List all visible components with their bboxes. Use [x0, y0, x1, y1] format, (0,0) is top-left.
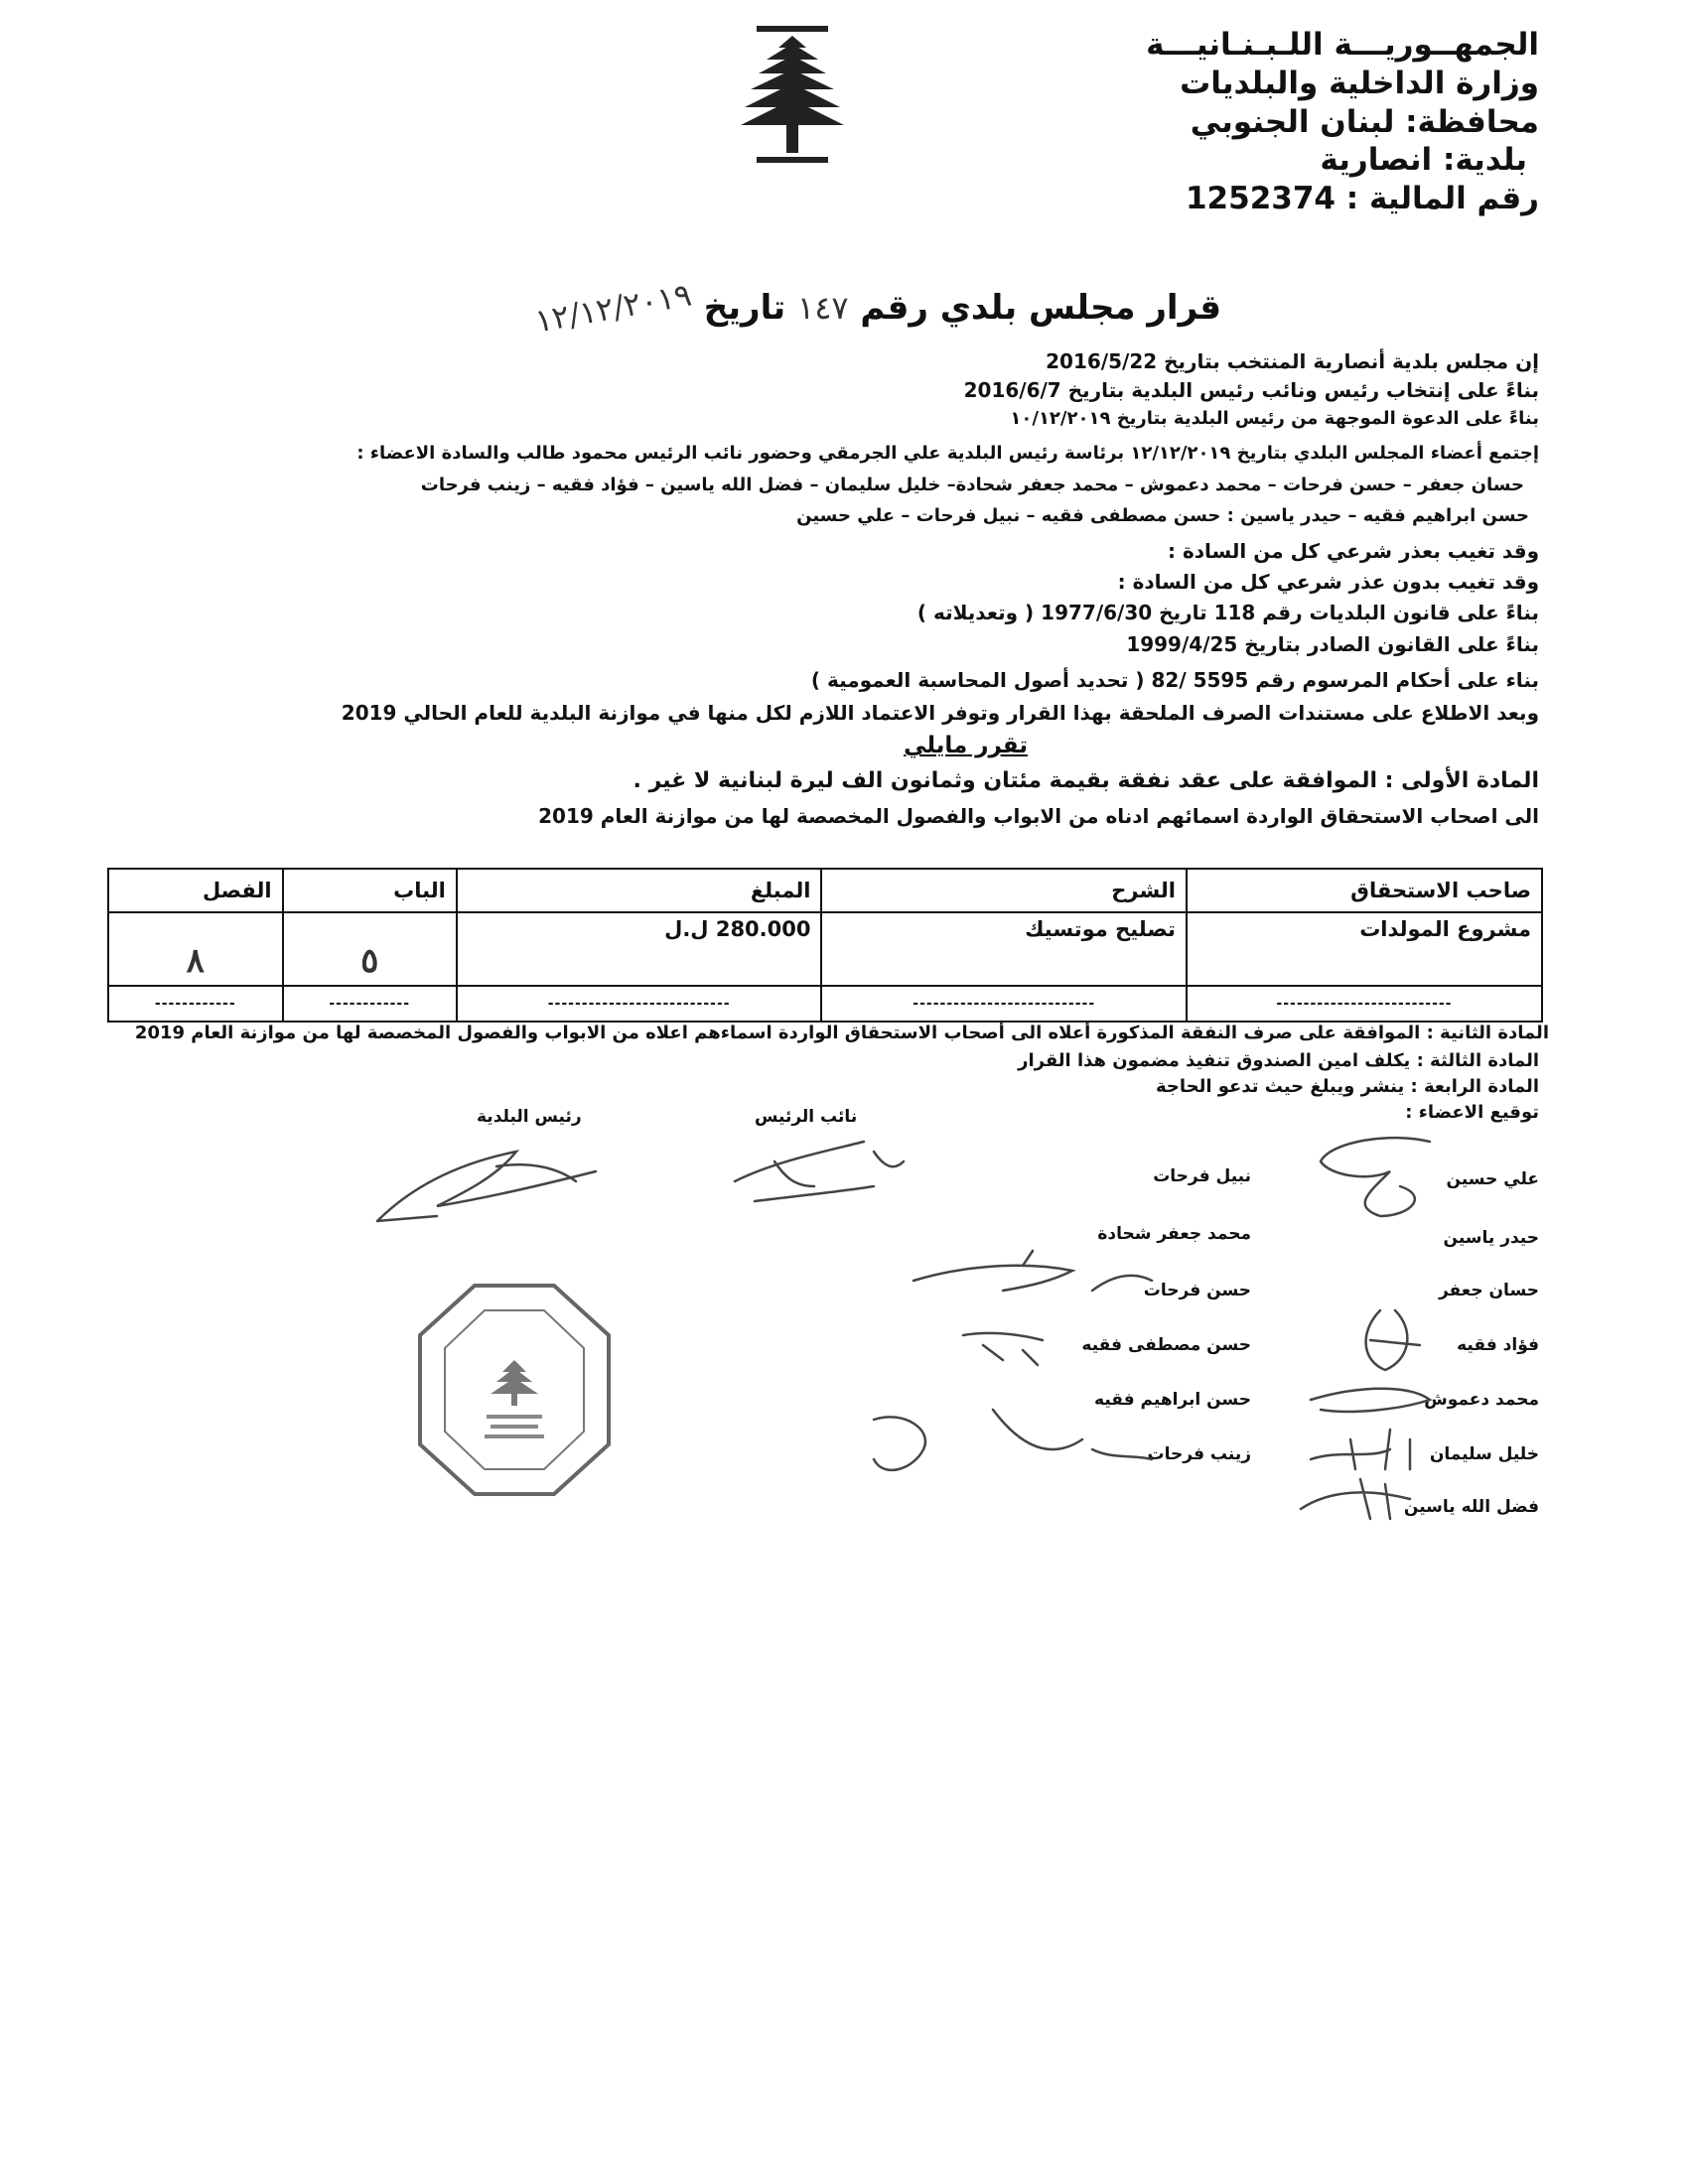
preamble-line: بناءً على إنتخاب رئيس ونائب رئيس البلدية بتاريخ 2016/6/7	[963, 378, 1539, 402]
dash-cell: ------------	[283, 986, 457, 1022]
article-four: المادة الرابعة : ينشر ويبلغ حيث تدعو الحاجة	[1155, 1076, 1539, 1097]
preamble-line: بناء على أحكام المرسوم رقم 5595 /82 ( تحديد أصول المحاسبة العمومية )	[810, 668, 1539, 692]
president-label: رئيس البلدية	[477, 1107, 582, 1127]
cell-section: ٨	[108, 912, 283, 986]
governorate: محافظة: لبنان الجنوبي	[1190, 103, 1539, 140]
preamble-line: بناءً على الدعوة الموجهة من رئيس البلدية بتاريخ ١٠/١٢/٢٠١٩	[1010, 408, 1539, 429]
member-signature	[874, 1410, 1152, 1470]
municipal-stamp	[415, 1281, 614, 1499]
vice-president-signature	[735, 1142, 904, 1201]
member-signature	[963, 1333, 1043, 1365]
preamble-line: وبعد الاطلاع على مستندات الصرف الملحقة بهذا القرار وتوفر الاعتماد اللازم لكل منها في موازنة البلدية للعام الحالي 2019	[341, 701, 1539, 725]
dash-cell: ------------	[108, 986, 283, 1022]
preamble-line: حسن ابراهيم فقيه – حيدر ياسين : حسن مصطفى فقيه – نبيل فرحات – علي حسين	[796, 505, 1529, 526]
president-signature	[377, 1152, 596, 1221]
dash-cell: ---------------------------	[457, 986, 822, 1022]
member-name: محمد جعفر شحادة	[1097, 1224, 1251, 1244]
dash-cell: ---------------------------	[821, 986, 1186, 1022]
member-name: فؤاد فقيه	[1457, 1335, 1539, 1355]
title-date-label: تاريخ	[703, 288, 786, 328]
preamble-line: وقد تغيب بدون عذر شرعي كل من السادة :	[1117, 570, 1539, 594]
article-one-continued: الى اصحاب الاستحقاق الواردة اسمائهم ادناه من الابواب والفصول المخصصة لها من موازنة العام 2019	[538, 804, 1539, 828]
decision-number: ١٤٧	[797, 289, 849, 327]
preamble-line: حسان جعفر – حسن فرحات – محمد دعموش – محمد جعفر شحادة– خليل سليمان – فضل الله ياسين – فؤاد فقيه – زينب فرحات	[420, 475, 1524, 495]
member-name: محمد دعموش	[1424, 1390, 1539, 1410]
municipality: بلدية: انصارية	[1320, 142, 1527, 179]
cell-amount: 280.000 ل.ل	[457, 912, 822, 986]
member-name: خليل سليمان	[1429, 1444, 1539, 1464]
ministry-name: وزارة الداخلية والبلديات	[1180, 65, 1539, 101]
member-name: حسان جعفر	[1438, 1281, 1539, 1300]
preamble-line: وقد تغيب بعذر شرعي كل من السادة :	[1168, 539, 1539, 563]
col-description: الشرح	[821, 869, 1186, 912]
member-signature	[914, 1251, 1152, 1291]
member-signature	[1321, 1138, 1430, 1216]
member-name: حسن ابراهيم فقيه	[1094, 1390, 1251, 1410]
cell-description: تصليح موتسيك	[821, 912, 1186, 986]
member-name: نبيل فرحات	[1153, 1166, 1251, 1186]
member-signature	[1366, 1310, 1420, 1370]
republic-name: الجمهــوريـــة اللـبـنـانيـــة	[1146, 27, 1539, 63]
member-name: حسن مصطفى فقيه	[1081, 1335, 1251, 1355]
dash-cell: --------------------------	[1187, 986, 1542, 1022]
cell-chapter: ٥	[283, 912, 457, 986]
article-one: المادة الأولى : الموافقة على عقد نفقة بقيمة مئتان وثمانون الف ليرة لبنانية لا غير .	[633, 768, 1539, 793]
member-name: فضل الله ياسين	[1403, 1497, 1539, 1517]
cell-payee: مشروع المولدات	[1187, 912, 1542, 986]
preamble-line: إن مجلس بلدية أنصارية المنتخب بتاريخ 2016/5/22	[1046, 349, 1539, 373]
preamble-line: بناءً على القانون الصادر بتاريخ 1999/4/25	[1126, 632, 1539, 656]
finance-number: رقم المالية : 1252374	[1185, 181, 1539, 216]
title-text: قرار مجلس بلدي رقم	[860, 288, 1221, 328]
decision-date: ١٢/١٢/٢٠١٩	[531, 275, 695, 341]
member-name: علي حسين	[1446, 1169, 1539, 1189]
article-two: المادة الثانية : الموافقة على صرف النفقة المذكورة أعلاه الى أصحاب الاستحقاق الواردة اسماءهم اعلاه من الابواب والفصول المخصصة لها من موازنة العام 2019	[134, 1023, 1549, 1043]
member-signature	[1311, 1430, 1410, 1469]
vice-president-label: نائب الرئيس	[755, 1107, 858, 1127]
decision-heading: تقرر مايلي	[904, 733, 1028, 758]
preamble-line: إجتمع أعضاء المجلس البلدي بتاريخ ١٢/١٢/٢٠١٩ برئاسة رئيس البلدية علي الجرمقي وحضور نائب الرئيس محمود طالب والسادة الاعضاء :	[356, 443, 1539, 464]
col-payee: صاحب الاستحقاق	[1187, 869, 1542, 912]
col-amount: المبلغ	[457, 869, 822, 912]
member-name: زينب فرحات	[1147, 1444, 1251, 1464]
member-signature	[1301, 1479, 1410, 1519]
member-signature	[1311, 1389, 1430, 1412]
member-name: حسن فرحات	[1143, 1281, 1251, 1300]
col-chapter: الباب	[283, 869, 457, 912]
signatures-title: توقيع الاعضاء :	[1405, 1102, 1539, 1123]
article-three: المادة الثالثة : يكلف امين الصندوق تنفيذ مضمون هذا القرار	[1018, 1050, 1539, 1071]
member-name: حيدر ياسين	[1443, 1228, 1539, 1248]
col-section: الفصل	[108, 869, 283, 912]
preamble-line: بناءً على قانون البلديات رقم 118 تاريخ 1977/6/30 ( وتعديلاته )	[916, 601, 1539, 624]
